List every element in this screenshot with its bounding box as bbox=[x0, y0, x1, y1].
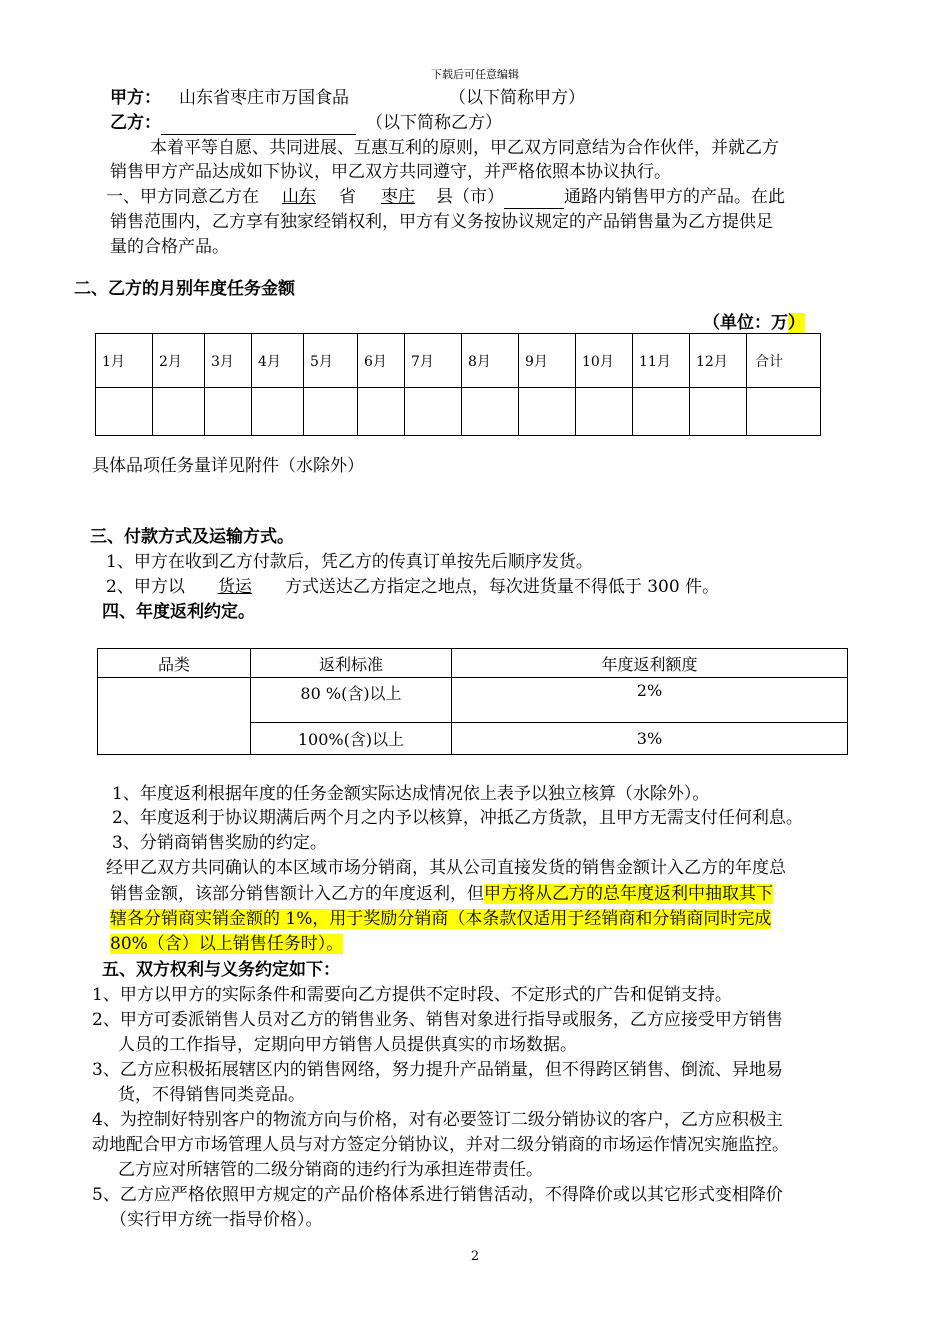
section4-item-3: 3、分销商销售奖励的约定。 bbox=[112, 833, 327, 853]
month-value-cell[interactable] bbox=[205, 388, 252, 436]
section5-item-5-line-2: （实行甲方统一指导价格）。 bbox=[110, 1210, 323, 1230]
monthly-target-table bbox=[95, 333, 821, 436]
section2-title: 二、乙方的月别年度任务金额 bbox=[74, 279, 295, 299]
section1-line-2: 销售范围内，乙方享有独家经销权利，甲方有义务按协议规定的产品销售量为乙方提供足 bbox=[110, 212, 773, 232]
rebate-table bbox=[97, 648, 848, 755]
section5-title: 五、双方权利与义务约定如下： bbox=[102, 960, 340, 980]
section3-title: 三、付款方式及运输方式。 bbox=[90, 527, 294, 547]
month-value-cell[interactable] bbox=[633, 388, 690, 436]
rebate-category-cell[interactable] bbox=[98, 678, 251, 755]
section1-text-c: 县（市） bbox=[436, 187, 504, 207]
month-value-cell[interactable] bbox=[252, 388, 304, 436]
section5-item-3-line-1: 3、乙方应积极拓展辖区内的销售网络，努力提升产品销量，但不得跨区销售、倒流、异地易 bbox=[92, 1060, 783, 1080]
para-line4-highlight: 80%（含）以上销售任务时）。 bbox=[110, 934, 344, 954]
section1-text-a: 一、甲方同意乙方在 bbox=[106, 187, 259, 207]
section4-para-line-1: 经甲乙双方共同确认的本区域市场分销商，其从公司直接发货的销售金额计入乙方的年度总 bbox=[106, 858, 786, 878]
party-a-label: 甲方： bbox=[110, 88, 161, 108]
intro-line-2: 销售甲方产品达成如下协议，甲乙双方共同遵守，并严格依照本协议执行。 bbox=[110, 162, 671, 182]
month-cell: 10月 bbox=[576, 334, 633, 388]
month-value-cell[interactable] bbox=[358, 388, 405, 436]
party-a-line bbox=[110, 86, 585, 110]
section1-line-3: 量的合格产品。 bbox=[110, 237, 229, 257]
section1-line-1 bbox=[106, 185, 785, 209]
month-header-row bbox=[96, 334, 821, 388]
section3-item-1: 1、甲方在收到乙方付款后，凭乙方的传真订单按先后顺序发货。 bbox=[106, 552, 593, 572]
month-value-cell[interactable] bbox=[96, 388, 153, 436]
party-b-label: 乙方： bbox=[110, 113, 161, 133]
section5-item-5-line-1: 5、乙方应严格依照甲方规定的产品价格体系进行销售活动，不得降价或以其它形式变相降价 bbox=[92, 1185, 783, 1205]
para-line2-highlight: 甲方将从乙方的总年度返利中抽取其下 bbox=[484, 884, 773, 904]
section4-para-line-3 bbox=[110, 907, 771, 931]
month-value-row bbox=[96, 388, 821, 436]
party-b-line bbox=[110, 111, 502, 135]
month-value-cell[interactable] bbox=[462, 388, 519, 436]
month-cell: 4月 bbox=[252, 334, 304, 388]
month-value-cell[interactable] bbox=[153, 388, 205, 436]
section4-title: 四、年度返利约定。 bbox=[102, 602, 255, 622]
item2-text-a: 2、甲方以 bbox=[106, 577, 185, 597]
page-number: 2 bbox=[470, 1249, 480, 1264]
unit-close: ） bbox=[788, 313, 805, 333]
total-value-cell[interactable] bbox=[747, 388, 821, 436]
para-line2-normal: 销售金额，该部分销售额计入乙方的年度返利，但 bbox=[110, 884, 484, 904]
section4-para-line-4 bbox=[110, 932, 343, 956]
section4-para-line-2 bbox=[110, 882, 773, 906]
month-value-cell[interactable] bbox=[405, 388, 462, 436]
rebate-amount: 3% bbox=[452, 723, 848, 755]
section1-county: 枣庄 bbox=[381, 187, 415, 207]
unit-label: （单位：万 bbox=[703, 313, 788, 333]
section1-province: 山东 bbox=[282, 187, 316, 207]
month-value-cell[interactable] bbox=[304, 388, 358, 436]
total-cell: 合计 bbox=[747, 334, 821, 388]
month-value-cell[interactable] bbox=[690, 388, 747, 436]
month-cell: 6月 bbox=[358, 334, 405, 388]
party-b-blank[interactable] bbox=[161, 116, 356, 135]
intro-line-1: 本着平等自愿、共同进展、互惠互利的原则，甲乙双方同意结为合作伙伴，并就乙方 bbox=[150, 138, 779, 158]
shipping-mode: 货运 bbox=[217, 577, 252, 597]
month-cell: 3月 bbox=[205, 334, 252, 388]
rebate-header-amount: 年度返利额度 bbox=[452, 649, 848, 678]
party-b-alias: （以下简称乙方） bbox=[366, 113, 502, 133]
section2-footnote: 具体品项任务量详见附件（水除外） bbox=[92, 456, 364, 476]
rebate-header-row bbox=[98, 649, 848, 678]
month-cell: 1月 bbox=[96, 334, 153, 388]
section5-item-2-line-2: 人员的工作指导，定期向甲方销售人员提供真实的市场数据。 bbox=[118, 1035, 577, 1055]
section1-text-b: 省 bbox=[339, 187, 356, 207]
month-cell: 9月 bbox=[519, 334, 576, 388]
section5-item-1: 1、甲方以甲方的实际条件和需要向乙方提供不定时段、不定形式的广告和促销支持。 bbox=[92, 985, 732, 1005]
section5-item-4-line-2: 动地配合甲方市场管理人员与对方签定分销协议，并对二级分销商的市场运作情况实施监控。 bbox=[92, 1135, 789, 1155]
section5-item-4-line-1: 4、为控制好特别客户的物流方向与价格，对有必要签订二级分销协议的客户，乙方应积极主 bbox=[92, 1110, 783, 1130]
rebate-header-standard: 返利标准 bbox=[251, 649, 452, 678]
rebate-standard: 80 %(含)以上 bbox=[251, 678, 452, 723]
month-value-cell[interactable] bbox=[519, 388, 576, 436]
section4-item-1: 1、年度返利根据年度的任务金额实际达成情况依上表予以独立核算（水除外）。 bbox=[112, 784, 710, 804]
section5-item-3-line-2: 货，不得销售同类竞品。 bbox=[118, 1085, 305, 1105]
month-cell: 12月 bbox=[690, 334, 747, 388]
month-cell: 7月 bbox=[405, 334, 462, 388]
section1-channel-blank[interactable] bbox=[504, 190, 564, 209]
rebate-header-category: 品类 bbox=[98, 649, 251, 678]
section4-item-2: 2、年度返利于协议期满后两个月之内予以核算，冲抵乙方货款，且甲方无需支付任何利息。 bbox=[112, 808, 803, 828]
header-note: 下载后可任意编辑 bbox=[431, 68, 519, 81]
rebate-standard: 100%(含)以上 bbox=[251, 723, 452, 755]
month-cell: 8月 bbox=[462, 334, 519, 388]
party-a-name: 山东省枣庄市万国食品 bbox=[179, 88, 349, 108]
item2-text-b: 方式送达乙方指定之地点，每次进货量不得低于 300 件。 bbox=[284, 577, 720, 597]
month-cell: 5月 bbox=[304, 334, 358, 388]
rebate-row bbox=[98, 678, 848, 723]
month-cell: 11月 bbox=[633, 334, 690, 388]
month-value-cell[interactable] bbox=[576, 388, 633, 436]
section3-item-2 bbox=[106, 575, 719, 599]
rebate-amount: 2% bbox=[452, 678, 848, 723]
para-line3-highlight: 辖各分销商实销金额的 1%，用于奖励分销商（本条款仅适用于经销商和分销商同时完成 bbox=[110, 909, 772, 929]
month-cell: 2月 bbox=[153, 334, 205, 388]
section5-item-4-line-3: 乙方应对所辖管的二级分销商的违约行为承担连带责任。 bbox=[118, 1160, 543, 1180]
party-a-alias: （以下简称甲方） bbox=[449, 88, 585, 108]
section2-unit bbox=[703, 311, 805, 335]
section1-text-d: 通路内销售甲方的产品。在此 bbox=[564, 187, 785, 207]
section5-item-2-line-1: 2、甲方可委派销售人员对乙方的销售业务、销售对象进行指导或服务，乙方应接受甲方销售 bbox=[92, 1010, 783, 1030]
